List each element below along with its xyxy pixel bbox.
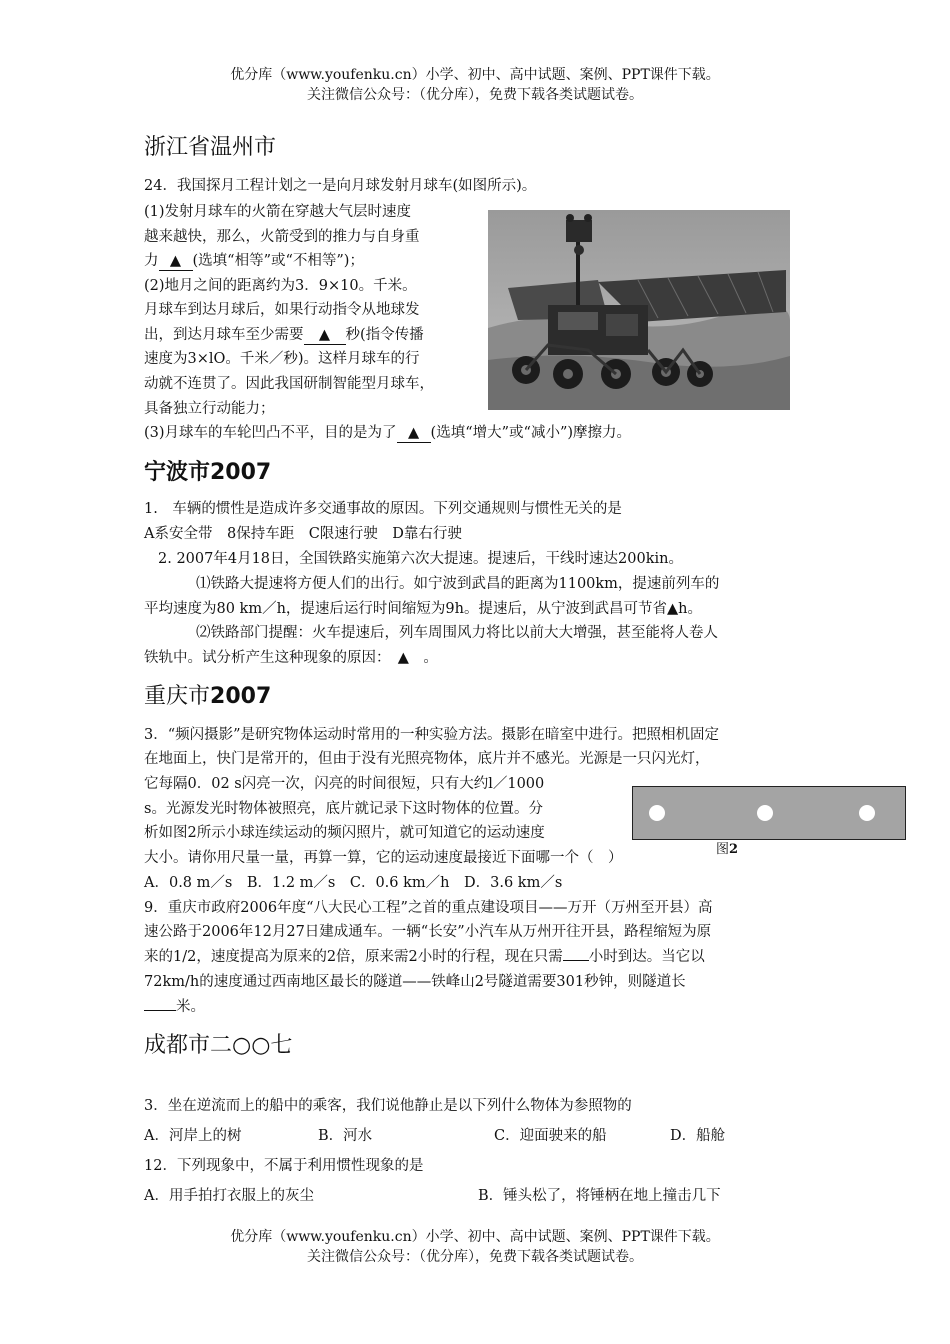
chongqing-q9-line [144, 945, 705, 970]
q9-text: 小时到达。当它以 [588, 949, 705, 965]
chengdu-q12: 12．下列现象中，不属于利用惯性现象的是 [144, 1158, 424, 1174]
ningbo-q2-1-line2: 平均速度为80 km／h，提速后运行时间缩短为9h。提速后，从宁波到武昌可节省▲h。 [144, 601, 702, 617]
ningbo-q1: 1. 车辆的惯性是造成许多交通事故的原因。下列交通规则与惯性无关的是 [144, 501, 622, 517]
q24-line-text: 出，到达月球车至少需要 [144, 327, 304, 343]
chengdu-q3-option-c: C．迎面驶来的船 [494, 1128, 607, 1144]
q24-line: 动就不连贯了。因此我国研制智能型月球车， [144, 376, 434, 392]
q24-line-text: (3)月球车的车轮凹凸不平，目的是为了 [144, 425, 397, 441]
title-year: 2007 [210, 684, 272, 709]
chongqing-q3-line: 3．“频闪摄影”是研究物体运动时常用的一种实验方法。摄影在暗室中进行。把照相机固定 [144, 727, 720, 743]
ball [649, 805, 665, 821]
chengdu-q3-option-a: A．河岸上的树 [144, 1128, 242, 1144]
chengdu-q3-option-b: B．河水 [318, 1128, 373, 1144]
chongqing-q9-line: 9．重庆市政府2006年度“八大民心工程”之首的重点建设项目——万开（万州至开县）高 [144, 900, 713, 916]
ball [757, 805, 773, 821]
caption-text: 图 [716, 842, 730, 857]
q24-line: 月球车到达月球后，如果行动指令从地球发 [144, 302, 420, 318]
q24-line-text: 秒(指令传播 [345, 327, 424, 343]
strobe-photo-figure [632, 786, 906, 840]
q24-part-3 [144, 421, 631, 446]
header-line-2: 关注微信公众号：（优分库），免费下载各类试题试卷。 [307, 87, 643, 103]
lunar-rover-photo [488, 210, 790, 410]
caption-number: 2 [729, 842, 739, 857]
chengdu-q3-option-d: D．船舱 [670, 1128, 726, 1144]
chongqing-q3-line: 它每隔0．02 s闪亮一次，闪亮的时间很短，只有大约l／1000 [144, 776, 545, 792]
q24-line-text: (选填“相等”或“不相等”)； [192, 253, 364, 269]
q24-line: 越来越快，那么，火箭受到的推力与自身重 [144, 229, 420, 245]
header-line-1: 优分库（www.youfenku.cn）小学、初中、高中试题、案例、PPT课件下载。 [230, 67, 720, 83]
answer-blank[interactable] [563, 960, 589, 961]
q24-line: 速度为3×lO。千米／秒)。这样月球车的行 [144, 351, 420, 367]
section-title-chengdu: 成都市二○○七 [144, 1033, 293, 1058]
chengdu-q3: 3．坐在逆流而上的船中的乘客，我们说他静止是以下列什么物体为参照物的 [144, 1098, 632, 1114]
q24-line: (2)地月之间的距离约为3．9×10。千米。 [144, 278, 417, 294]
answer-blank[interactable]: ▲ [397, 424, 431, 443]
q24-line-text: (选填“增大”或“减小”)摩擦力。 [430, 425, 632, 441]
q24-line: (1)发射月球车的火箭在穿越大气层时速度 [144, 204, 412, 220]
chongqing-q3-line: 大小。请你用尺量一量，再算一算，它的运动速度最接近下面哪一个（ ） [144, 850, 623, 866]
q9-text: 来的1/2，速度提高为原来的2倍，原来需2小时的行程，现在只需 [144, 949, 563, 965]
footer-line-1: 优分库（www.youfenku.cn）小学、初中、高中试题、案例、PPT课件下载。 [230, 1229, 720, 1245]
ball [859, 805, 875, 821]
ningbo-q2-2-line1: ⑵铁路部门提醒：火车提速后，列车周围风力将比以前大大增强，甚至能将人卷人 [196, 625, 718, 641]
lunar-rover-illustration [488, 210, 790, 410]
chongqing-q3-line: 析如图2所示小球连续运动的频闪照片，就可知道它的运动速度 [144, 825, 545, 841]
chongqing-q9-line [144, 995, 205, 1020]
chongqing-q3-options: A．0.8 m／s B．1.2 m／s C．0.6 km／h D．3.6 km／s [144, 875, 563, 891]
q9-text: 米。 [176, 999, 205, 1015]
chengdu-q12-option-a: A．用手拍打衣服上的灰尘 [144, 1188, 314, 1204]
footer-line-2: 关注微信公众号：（优分库），免费下载各类试题试卷。 [307, 1249, 643, 1265]
q24-line-text: 力 [144, 253, 159, 269]
section-title-ningbo: 宁波市2007 [144, 460, 272, 485]
answer-blank[interactable]: ▲ [159, 252, 193, 271]
answer-blank[interactable] [144, 1010, 176, 1011]
chongqing-q9-line: 72km/h的速度通过西南地区最长的隧道——铁峰山2号隧道需要301秒钟，则隧道长 [144, 974, 686, 990]
chongqing-q3-line: 在地面上，快门是常开的，但由于没有光照亮物体，底片并不感光。光源是一只闪光灯， [144, 751, 710, 767]
chengdu-q12-option-b: B．锤头松了，将锤柄在地上撞击几下 [478, 1188, 721, 1204]
question-24: 24．我国探月工程计划之一是向月球发射月球车(如图所示)。 [144, 178, 537, 194]
figure-caption [716, 840, 738, 860]
q24-line: 具备独立行动能力； [144, 401, 275, 417]
ningbo-q2: 2. 2007年4月18日，全国铁路实施第六次大提速。提速后，干线时速达200kin。 [158, 551, 683, 567]
section-title-chongqing [144, 682, 271, 712]
chongqing-q9-line: 速公路于2006年12月27日建成通车。一辆“长安”小汽车从万州开往开县，路程缩短为原 [144, 924, 712, 940]
chongqing-q3-line: s。光源发光时物体被照亮，底片就记录下这时物体的位置。分 [144, 801, 543, 817]
q24-line [144, 249, 364, 274]
title-text: 重庆市 [144, 684, 211, 709]
ningbo-q2-2-line2: 铁轨中。试分析产生这种现象的原因： ▲ 。 [144, 650, 438, 666]
answer-blank[interactable]: ▲ [304, 326, 346, 345]
section-title-wenzhou: 浙江省温州市 [144, 135, 277, 160]
ningbo-q1-options: A系安全带 8保持车距 C限速行驶 D靠右行驶 [144, 526, 462, 542]
q24-line [144, 323, 424, 348]
ningbo-q2-1-line1: ⑴铁路大提速将方便人们的出行。如宁波到武昌的距离为1100km，提速前列车的 [196, 576, 720, 592]
